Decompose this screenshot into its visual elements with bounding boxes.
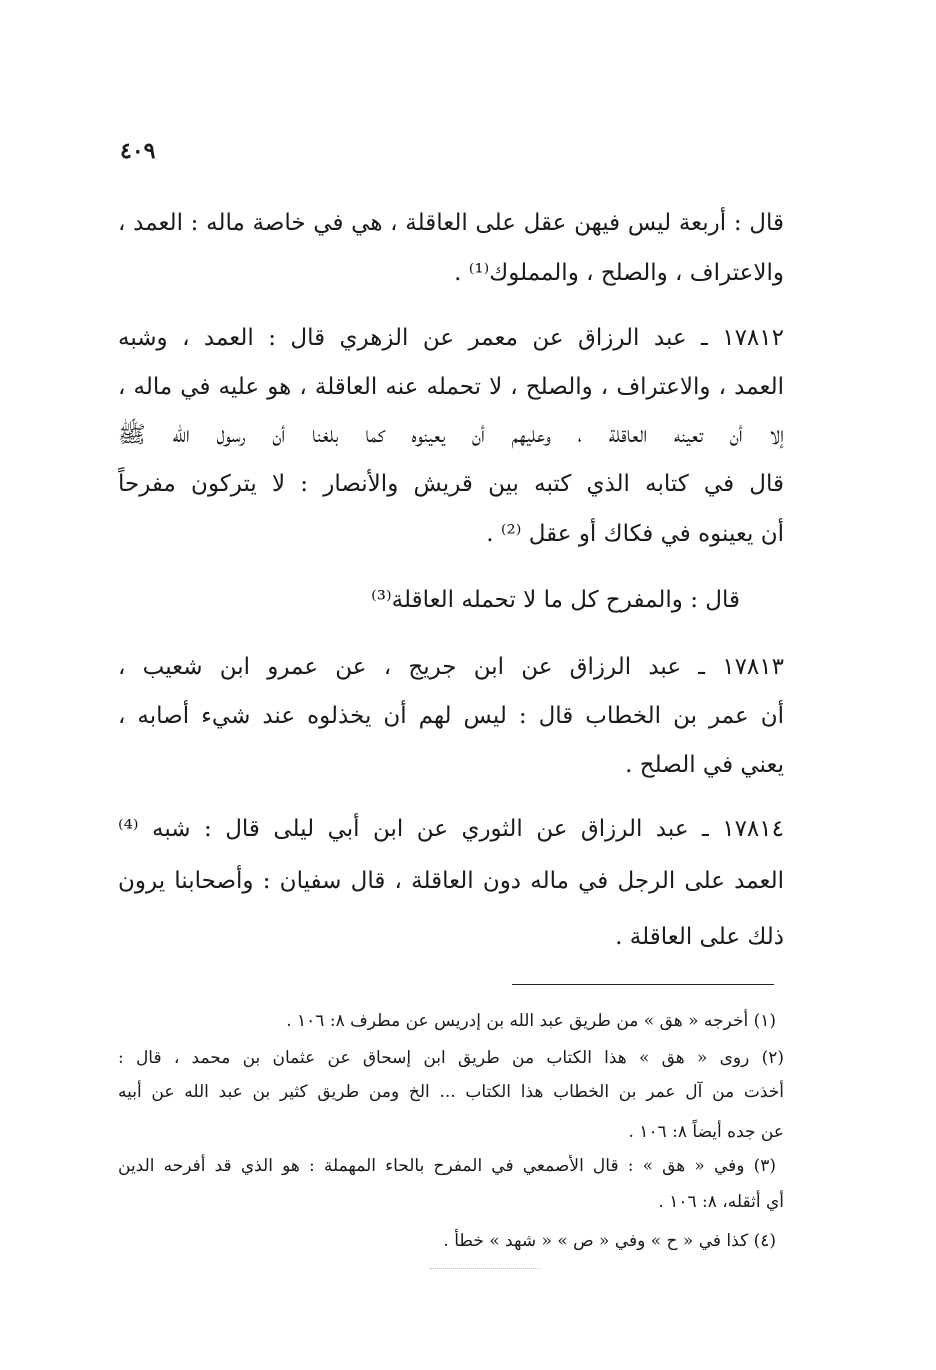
- text-line: العمد على الرجل في ماله دون العاقلة ، قال سفيان : وأصحابنا يرون: [118, 868, 784, 894]
- text-line: العمد ، والاعتراف ، والصلح ، لا تحمله عنه العاقلة ، هو عليه في ماله ،: [118, 374, 784, 400]
- footnote-line: عن جده أيضاً ٨: ١٠٦ .: [628, 1122, 784, 1142]
- footnote-divider: [512, 984, 774, 985]
- print-smudge: [430, 1268, 540, 1269]
- text-line: قال : والمفرح كل ما لا تحمله العاقلة⁽³⁾: [371, 587, 740, 613]
- footnote-line: (٤) كذا في « ح » وفي « ص » « شهد » خطأ .: [443, 1231, 776, 1251]
- text-line: ١٧٨١٢ ـ عبد الرزاق عن معمر عن الزهري قال : العمد ، وشبه: [118, 325, 784, 351]
- text-line: والاعتراف ، والصلح ، والمملوك⁽¹⁾ .: [454, 260, 784, 286]
- text-line: ذلك على العاقلة .: [615, 924, 784, 950]
- footnote-line: (١) أخرجه « هق » من طريق عبد الله بن إدريس عن مطرف ٨: ١٠٦ .: [286, 1011, 776, 1031]
- page-number: ٤٠٩: [120, 138, 156, 164]
- text-line: أن يعينوه في فكاك أو عقل ⁽²⁾ .: [486, 521, 784, 547]
- footnote-line: (٣) وفي « هق » : قال الأصمعي في المفرح بالحاء المهملة : هو الذي قد أفرحه الدين: [118, 1156, 776, 1176]
- footnote-line: أخذت من آل عمر بن الخطاب هذا الكتاب ... الخ ومن طريق كثير بن عبد الله عن أبيه: [118, 1082, 784, 1102]
- text-line: إلا أن تعينه العاقلة ، وعليهم أن يعينوه كما بلغنا أن رسول الله ﷺ: [118, 422, 784, 448]
- text-line: ١٧٨١٤ ـ عبد الرزاق عن الثوري عن ابن أبي ليلى قال : شبه ⁽⁴⁾: [118, 816, 784, 842]
- text-line: قال في كتابه الذي كتبه بين قريش والأنصار : لا يتركون مفرحاً: [118, 471, 784, 497]
- footnote-line: (٢) روى « هق » هذا الكتاب من طريق ابن إسحاق عن عثمان بن محمد ، قال :: [118, 1048, 784, 1068]
- text-line: أن عمر بن الخطاب قال : ليس لهم أن يخذلوه عند شيء أصابه ،: [118, 703, 784, 729]
- text-line: قال : أربعة ليس فيهن عقل على العاقلة ، هي في خاصة ماله : العمد ،: [118, 210, 785, 236]
- text-line: ١٧٨١٣ ـ عبد الرزاق عن ابن جريج ، عن عمرو ابن شعيب ،: [118, 654, 784, 680]
- footnote-line: أي أثقله، ٨: ١٠٦ .: [658, 1192, 784, 1212]
- text-line: يعني في الصلح .: [625, 752, 784, 778]
